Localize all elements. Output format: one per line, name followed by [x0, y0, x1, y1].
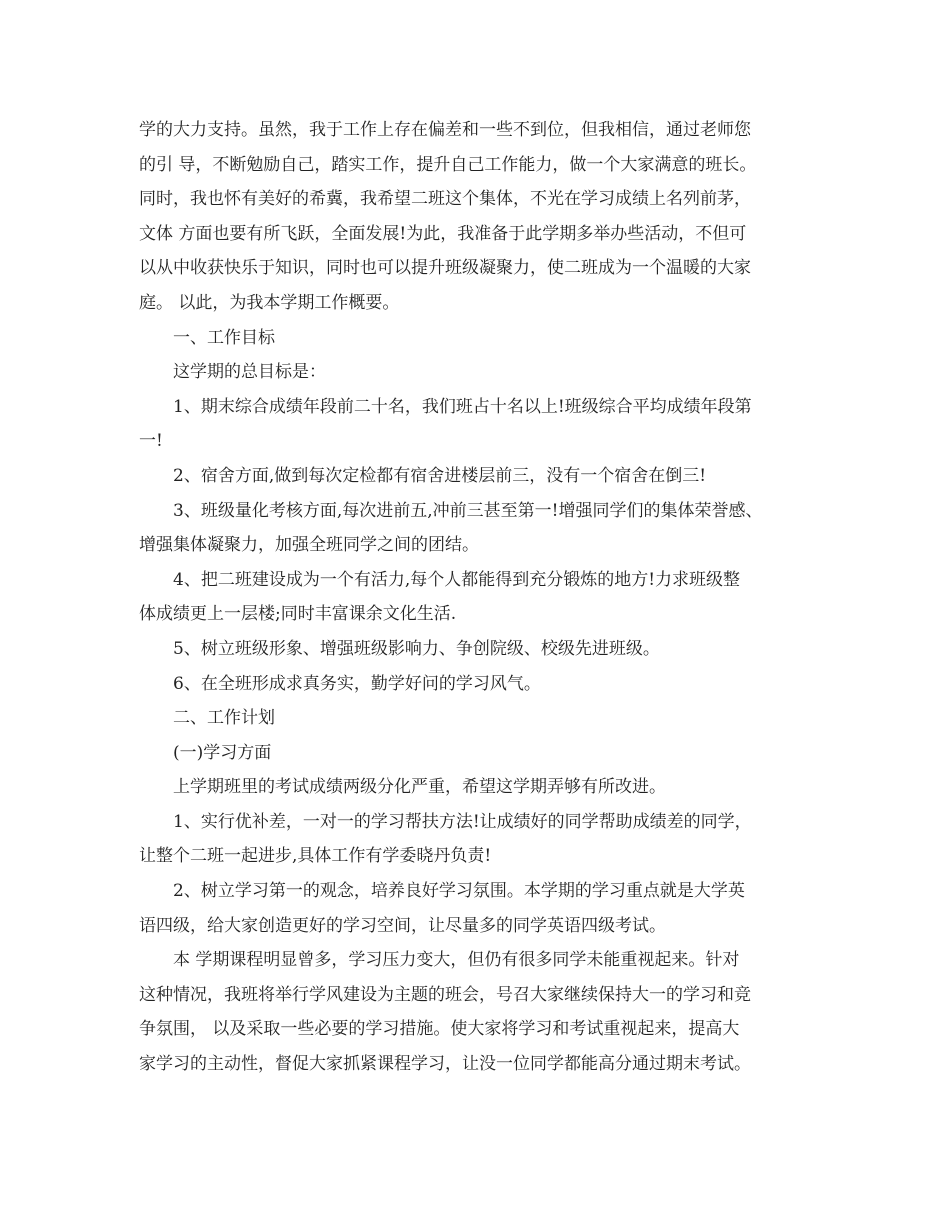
list-item: 2、宿舍方面,做到每次定检都有宿舍进楼层前三，没有一个宿舍在倒三! [173, 465, 707, 486]
text-line: 文体 方面也要有所飞跃，全面发展!为此，我准备于此学期多举办些活动，不但可 [139, 223, 747, 244]
text-line: 家学习的主动性，督促大家抓紧课程学习，让没一位同学都能高分通过期末考试。 [139, 1054, 751, 1075]
text-line: 以从中收获快乐于知识，同时也可以提升班级凝聚力，使二班成为一个温暖的大家 [139, 258, 751, 279]
text-line: 体成绩更上一层楼;同时丰富课余文化生活. [139, 604, 457, 625]
text-line: 学的大力支持。虽然，我于工作上存在偏差和一些不到位，但我相信，通过老师您 [139, 120, 751, 140]
list-item: 5、树立班级形象、增强班级影响力、争创院级、校级先进班级。 [173, 638, 660, 659]
text-line: 本 学期课程明显曾多，学习压力变大，但仍有很多同学未能重视起来。针对 [173, 950, 740, 971]
list-item: 4、把二班建设成为一个有活力,每个人都能得到充分锻炼的地方!力求班级整 [173, 569, 741, 590]
text-line: 同时，我也怀有美好的希冀，我希望二班这个集体，不光在学习成绩上名列前茅， [139, 189, 751, 210]
text-line: 一! [139, 431, 163, 452]
text-line: 增强集体凝聚力，加强全班同学之间的团结。 [139, 535, 479, 556]
list-item: 1、期末综合成绩年段前二十名，我们班占十名以上!班级综合平均成绩年段第 [173, 396, 752, 417]
section-heading: 二、工作计划 [173, 708, 275, 729]
text-line: 庭。 以此，为我本学期工作概要。 [139, 292, 400, 313]
text-line: 上学期班里的考试成绩两级分化严重，希望这学期弄够有所改进。 [173, 777, 666, 798]
text-line: 这学期的总目标是： [173, 362, 326, 383]
list-item: 3、班级量化考核方面,每次进前五,冲前三甚至第一!增强同学们的集体荣誉感、 [173, 500, 763, 521]
section-heading: 一、工作目标 [173, 327, 275, 348]
subsection-heading: (一)学习方面 [173, 742, 272, 763]
list-item: 6、在全班形成求真务实，勤学好问的学习风气。 [173, 673, 541, 694]
list-item: 1、实行优补差，一对一的学习帮扶方法!让成绩好的同学帮助成绩差的同学， [173, 811, 752, 832]
text-line: 让整个二班一起进步,具体工作有学委晓丹负责! [139, 846, 492, 867]
text-line: 这种情况，我班将举行学风建设为主题的班会，号召大家继续保持大一的学习和竞 [139, 984, 751, 1005]
text-line: 语四级，给大家创造更好的学习空间，让尽量多的同学英语四级考试。 [139, 915, 666, 936]
text-line: 争氛围， 以及采取一些必要的学习措施。使大家将学习和考试重视起来，提高大 [139, 1019, 740, 1040]
text-line: 的引 导，不断勉励自己，踏实工作，提升自己工作能力，做一个大家满意的班长。 [139, 154, 757, 175]
document-body [139, 113, 819, 1082]
list-item: 2、树立学习第一的观念，培养良好学习氛围。本学期的学习重点就是大学英 [173, 881, 745, 902]
